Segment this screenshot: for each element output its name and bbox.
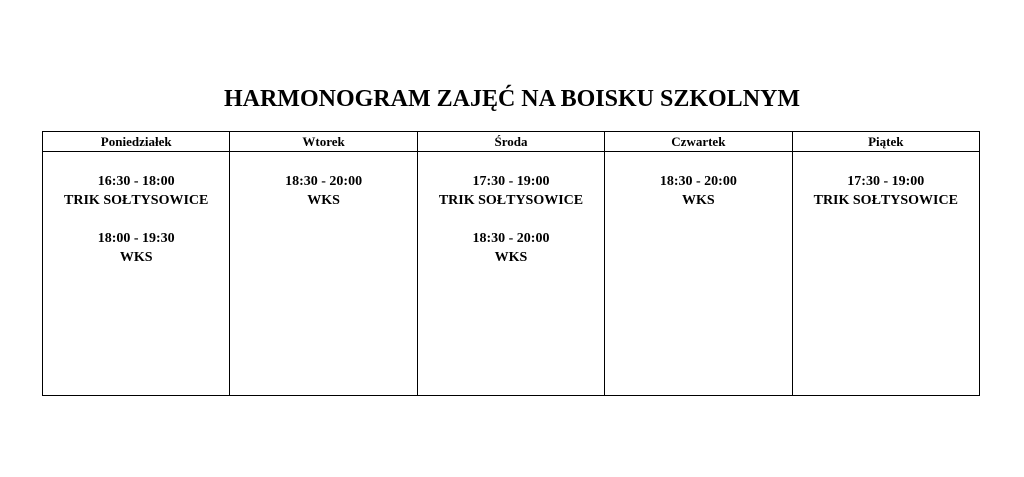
session-group: WKS <box>119 250 153 265</box>
session-group: TRIK SOŁTYSOWICE <box>438 193 584 208</box>
session <box>43 172 229 210</box>
day-header-tuesday: Wtorek <box>230 132 417 152</box>
session <box>418 172 604 210</box>
day-cell-thursday <box>605 152 792 396</box>
day-header-thursday: Czwartek <box>605 132 792 152</box>
page-title: HARMONOGRAM ZAJĘĆ NA BOISKU SZKOLNYM <box>223 86 801 112</box>
session-group: TRIK SOŁTYSOWICE <box>813 193 958 208</box>
session-time: 16:30 - 18:00 <box>97 174 175 189</box>
session-time: 18:00 - 19:30 <box>97 231 175 246</box>
session <box>418 229 604 267</box>
day-header-wednesday: Środa <box>417 132 604 152</box>
day-cell-monday <box>43 152 230 396</box>
session-group: WKS <box>494 250 528 265</box>
session-group: WKS <box>307 193 340 208</box>
session-group: WKS <box>682 193 715 208</box>
day-cell-wednesday <box>417 152 604 396</box>
session-time: 17:30 - 19:00 <box>472 174 550 189</box>
session <box>230 172 416 210</box>
session <box>793 172 979 210</box>
session-time: 18:30 - 20:00 <box>285 174 363 189</box>
day-cell-friday <box>792 152 979 396</box>
session <box>605 172 791 210</box>
session <box>43 229 229 267</box>
sessions-row <box>43 152 980 396</box>
session-time: 17:30 - 19:00 <box>847 174 925 189</box>
session-time: 18:30 - 20:00 <box>472 231 550 246</box>
day-cell-tuesday <box>230 152 417 396</box>
schedule-table <box>42 131 980 396</box>
session-group: TRIK SOŁTYSOWICE <box>64 193 209 208</box>
day-header-friday: Piątek <box>792 132 979 152</box>
session-time: 18:30 - 20:00 <box>659 174 737 189</box>
day-header-monday: Poniedziałek <box>43 132 230 152</box>
header-row <box>43 132 980 152</box>
